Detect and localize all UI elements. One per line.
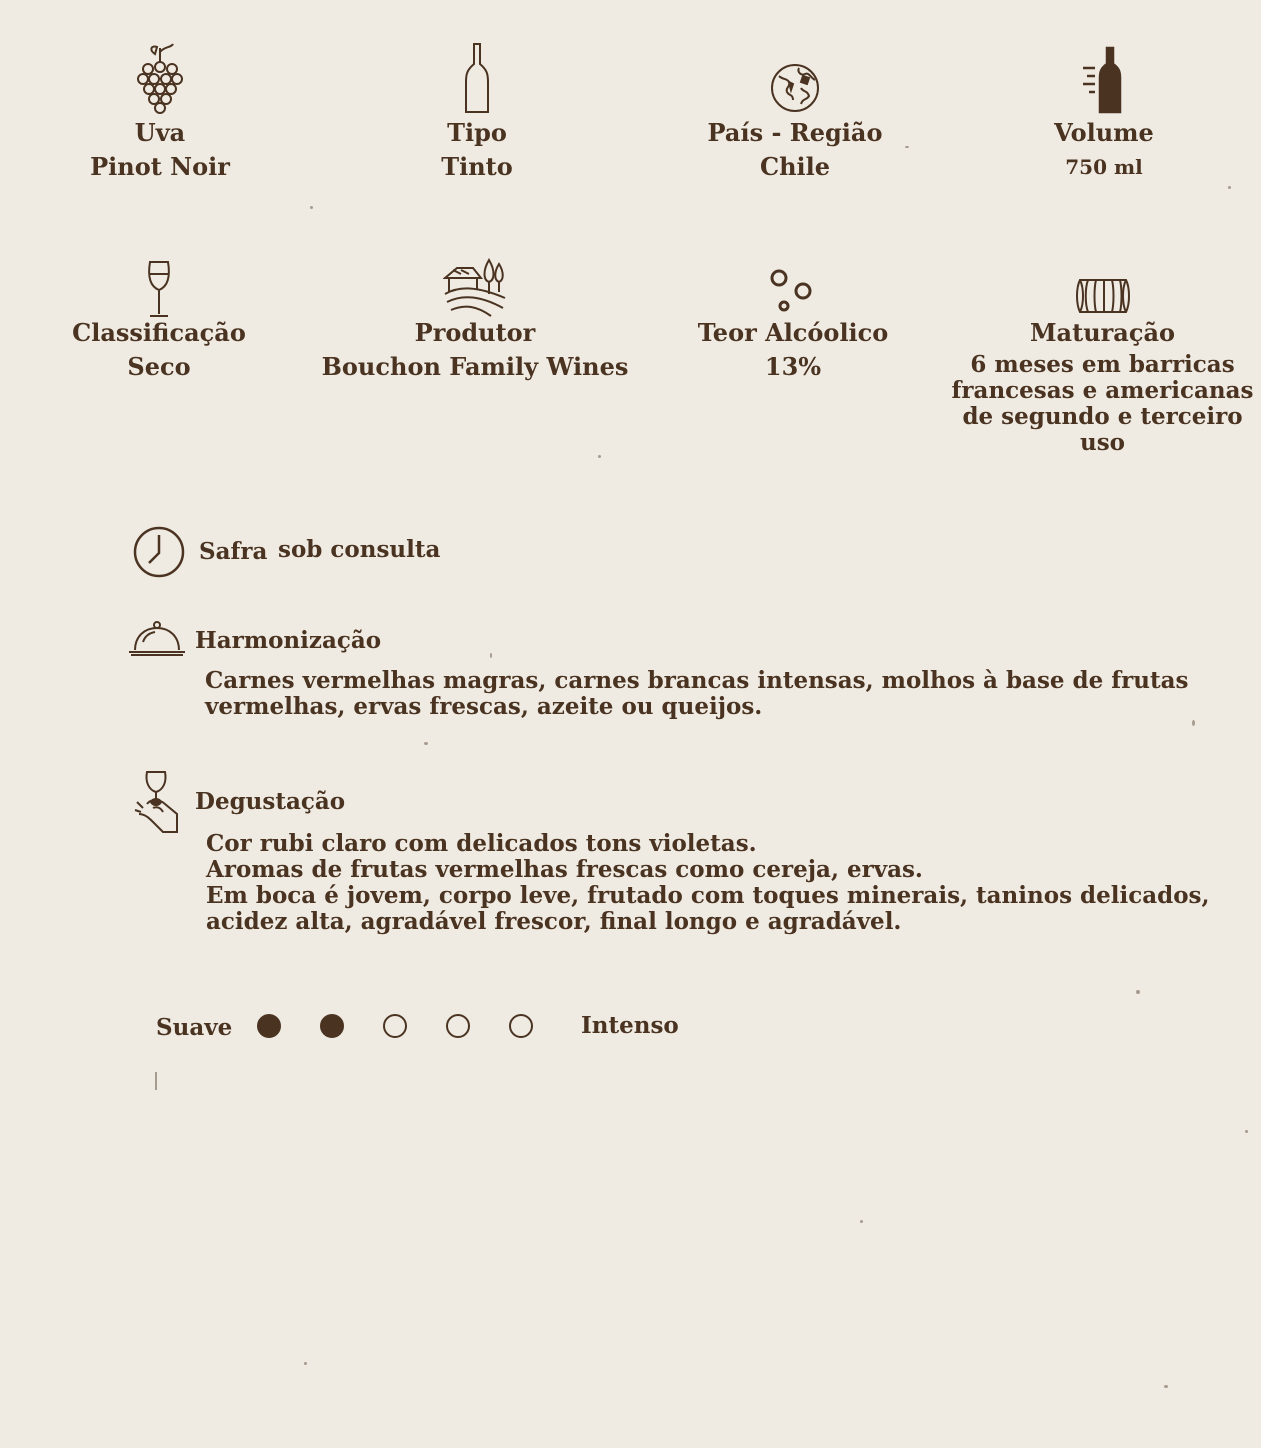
spec-tipo [322, 38, 632, 182]
spec-label: Produtor [414, 318, 536, 347]
harmonizacao-text: Carnes vermelhas magras, carnes brancas intensas, molhos à base de frutas vermelhas, ervas frescas, azeite ou queijos. [205, 667, 1189, 720]
spec-value: Bouchon Family Wines [321, 352, 629, 381]
degustacao-text: Cor rubi claro com delicados tons violetas. Aromas de frutas vermelhas frescas como cereja, ervas. Em boca é jovem, corpo leve, frutado com toques minerais, taninos delicados, acidez alta, agradável frescor, final longo e agradável. [206, 830, 1210, 935]
safra-label: Safra [199, 538, 268, 565]
barrel-icon [1074, 274, 1132, 318]
intensity-dot [257, 1014, 281, 1038]
spec-maturacao [950, 242, 1255, 456]
spec-uva [5, 38, 315, 182]
bubbles-icon [768, 268, 818, 318]
spec-value: Tinto [441, 152, 513, 181]
spec-value: 750 ml [1065, 155, 1143, 179]
globe-icon [769, 62, 821, 114]
intensity-dot [320, 1014, 344, 1038]
wine-glass-icon [145, 260, 173, 318]
degustacao-title: Degustação [195, 788, 346, 815]
safra-value: sob consulta [278, 536, 441, 563]
grape-icon [135, 42, 185, 114]
spec-value: Chile [759, 152, 831, 181]
spec-classificacao [4, 242, 314, 382]
harmonizacao-title: Harmonização [195, 627, 382, 654]
spec-value: 6 meses em barricas francesas e americanas de segundo e terceiro uso [951, 351, 1254, 456]
intensity-max-label: Intenso [581, 1012, 679, 1039]
clock-icon [132, 525, 186, 579]
spec-label: Tipo [447, 118, 507, 147]
spec-label: Teor Alcóolico [697, 318, 889, 347]
spec-value: Pinot Noir [90, 152, 230, 181]
spec-label: País - Região [707, 118, 883, 147]
intensity-min-label: Suave [156, 1014, 233, 1041]
spec-produtor [320, 242, 630, 382]
intensity-dot [383, 1014, 407, 1038]
bottle-outline-icon [464, 42, 490, 114]
spec-label: Volume [1054, 118, 1154, 147]
spec-value: 13% [764, 352, 822, 381]
intensity-dot [509, 1014, 533, 1038]
spec-label: Classificação [72, 318, 246, 347]
tasting-hand-icon [133, 768, 183, 836]
spec-teor [638, 242, 948, 382]
spec-label: Maturação [1029, 318, 1176, 347]
cloche-icon [127, 620, 187, 658]
spec-value: Seco [127, 352, 191, 381]
intensity-dot [446, 1014, 470, 1038]
bottle-volume-icon [1081, 46, 1127, 114]
spec-label: Uva [134, 118, 186, 147]
spec-volume [949, 38, 1259, 182]
spec-pais [640, 38, 950, 182]
winery-icon [443, 258, 507, 318]
